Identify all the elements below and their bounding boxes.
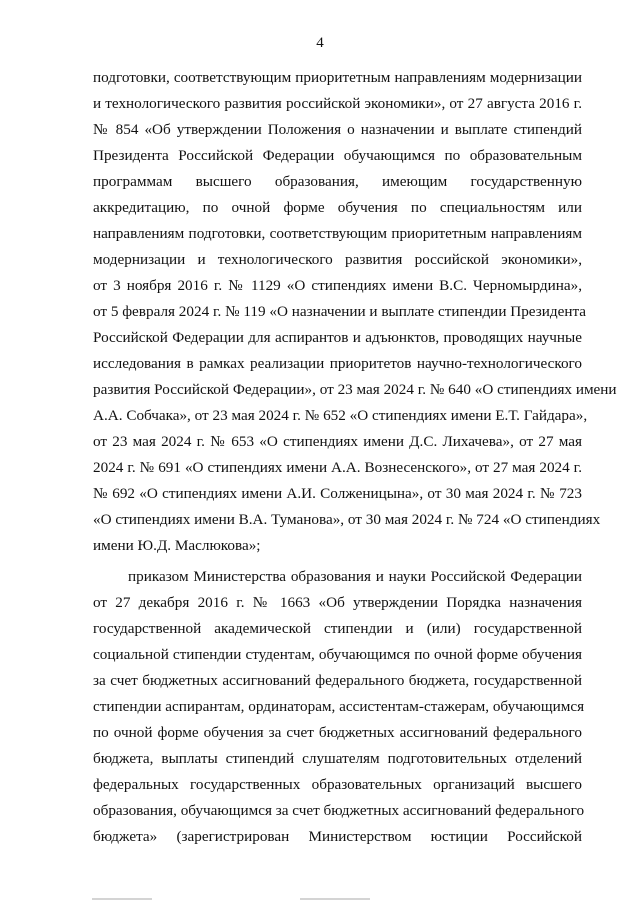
text-line: образования, обучающимся за счет бюджетных ассигнований федерального bbox=[93, 802, 585, 819]
text-line: Российской Федерации для аспирантов и адъюнктов, проводящих научные bbox=[93, 329, 582, 346]
text-line: аккредитацию, по очной форме обучения по специальностям или bbox=[93, 199, 582, 216]
scan-artifact bbox=[300, 898, 370, 900]
page-number: 4 bbox=[316, 35, 324, 51]
text-line: от 27 декабря 2016 г. № 1663 «Об утверждении Порядка назначения bbox=[93, 594, 582, 611]
text-line: за счет бюджетных ассигнований федерального бюджета, государственной bbox=[93, 672, 582, 689]
text-line: направлениям подготовки, соответствующим приоритетным направлениям bbox=[93, 225, 582, 242]
text-line: Президента Российской Федерации обучающимся по образовательным bbox=[93, 147, 582, 164]
text-line: от 3 ноября 2016 г. № 1129 «О стипендиях имени В.С. Черномырдина», bbox=[93, 277, 582, 294]
text-line: подготовки, соответствующим приоритетным направлениям модернизации bbox=[93, 69, 582, 86]
text-line: исследования в рамках реализации приоритетов научно-технологического bbox=[93, 355, 582, 372]
text-line: и технологического развития российской экономики», от 27 августа 2016 г. bbox=[93, 95, 582, 112]
text-line: модернизации и технологического развития российской экономики», bbox=[93, 251, 582, 268]
text-line: бюджета» (зарегистрирован Министерством юстиции Российской bbox=[93, 828, 582, 845]
text-line: стипендии аспирантам, ординаторам, ассистентам-стажерам, обучающимся bbox=[93, 698, 585, 715]
text-line: государственной академической стипендии и (или) государственной bbox=[93, 620, 582, 637]
paragraph-first-line: приказом Министерства образования и науки Российской Федерации bbox=[128, 568, 582, 585]
text-line: А.А. Собчака», от 23 мая 2024 г. № 652 «О стипендиях имени Е.Т. Гайдара», bbox=[93, 407, 588, 424]
text-line: имени Ю.Д. Маслюкова»; bbox=[93, 537, 261, 554]
text-line: развития Российской Федерации», от 23 мая 2024 г. № 640 «О стипендиях имени bbox=[93, 381, 617, 398]
text-line: от 5 февраля 2024 г. № 119 «О назначении и выплате стипендии Президента bbox=[93, 303, 587, 320]
text-line: федеральных государственных образовательных организаций высшего bbox=[93, 776, 582, 793]
text-line: от 23 мая 2024 г. № 653 «О стипендиях имени Д.С. Лихачева», от 27 мая bbox=[93, 433, 582, 450]
text-line: бюджета, выплаты стипендий слушателям подготовительных отделений bbox=[93, 750, 582, 767]
text-line: по очной форме обучения за счет бюджетных ассигнований федерального bbox=[93, 724, 582, 741]
text-line: № 854 «Об утверждении Положения о назначении и выплате стипендий bbox=[93, 121, 582, 138]
text-line: 2024 г. № 691 «О стипендиях имени А.А. Вознесенского», от 27 мая 2024 г. bbox=[93, 459, 582, 476]
text-line: № 692 «О стипендиях имени А.И. Солженицына», от 30 мая 2024 г. № 723 bbox=[93, 485, 582, 502]
text-line: «О стипендиях имени В.А. Туманова», от 30 мая 2024 г. № 724 «О стипендиях bbox=[93, 511, 601, 528]
scan-artifact bbox=[92, 898, 152, 900]
text-line: социальной стипендии студентам, обучающимся по очной форме обучения bbox=[93, 646, 582, 663]
text-line: программам высшего образования, имеющим государственную bbox=[93, 173, 582, 190]
